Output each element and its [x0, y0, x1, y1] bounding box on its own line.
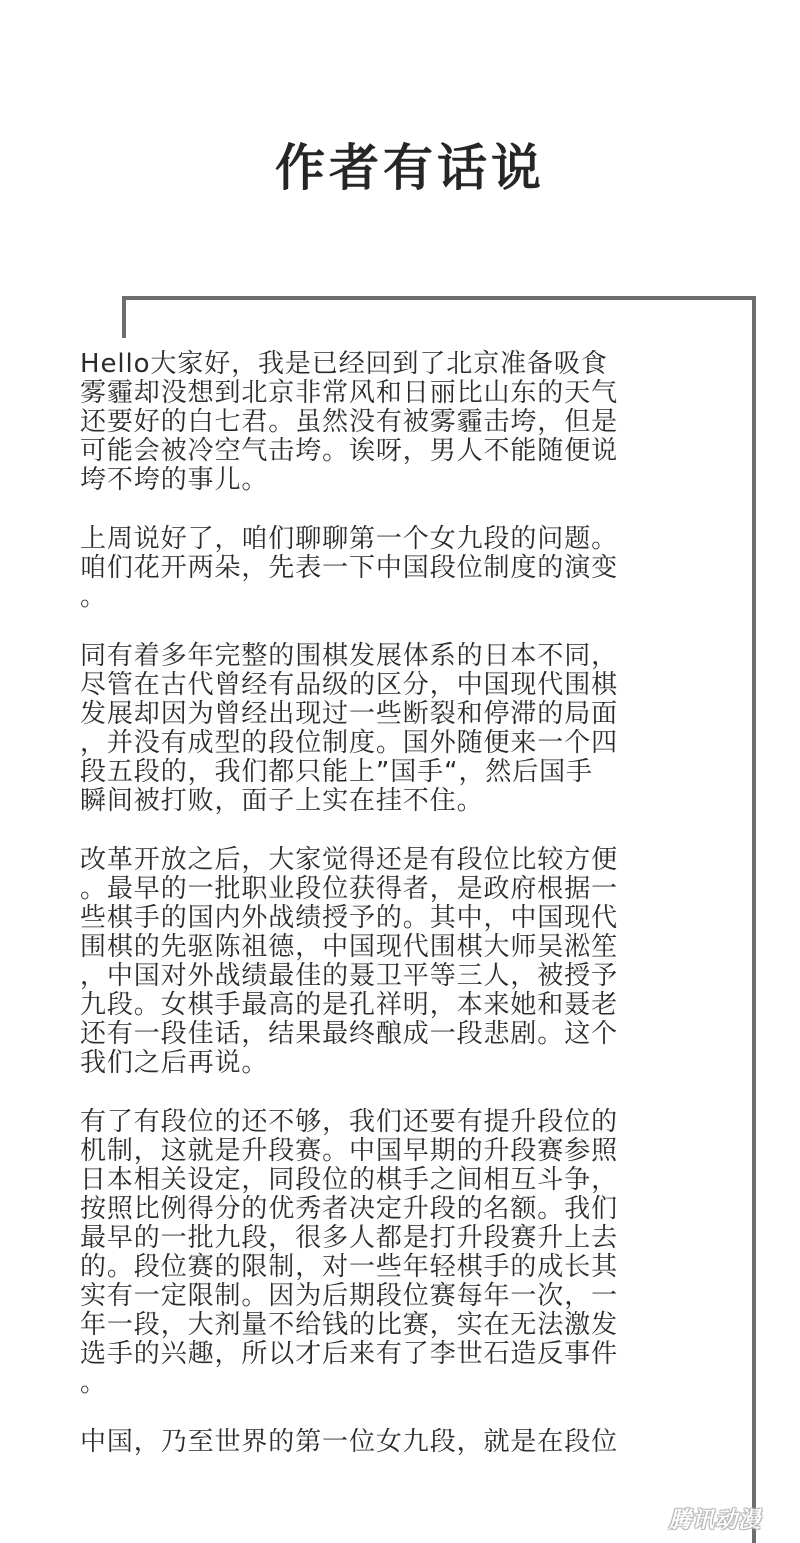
paragraph — [80, 1428, 732, 1457]
text-line: 段五段的，我们都只能上”国手“，然后国手 — [80, 757, 593, 787]
text-line: 。最早的一批职业段位获得者，是政府根据一 — [80, 874, 619, 904]
text-line: ，并没有成型的段位制度。国外随便来一个四 — [80, 728, 619, 758]
text-line: 按照比例得分的优秀者决定升段的名额。我们 — [80, 1194, 619, 1224]
frame-border-right — [752, 296, 756, 1543]
text-line: 我们之后再说。 — [80, 1048, 269, 1078]
text-line: 咱们花开两朵，先表一下中国段位制度的演变 — [80, 553, 619, 583]
paragraph — [80, 642, 732, 816]
text-line: 。 — [80, 582, 107, 612]
text-line: 。 — [80, 1368, 107, 1398]
author-note-body — [80, 350, 732, 1487]
watermark-logo: 腾讯动漫 — [668, 1507, 761, 1533]
text-line: 可能会被冷空气击垮。诶呀，男人不能随便说 — [80, 436, 619, 466]
text-line: 尽管在古代曾经有品级的区分，中国现代围棋 — [80, 670, 619, 700]
text-line: 有了有段位的还不够，我们还要有提升段位的 — [80, 1107, 619, 1137]
text-line: Hello大家好，我是已经回到了北京准备吸食 — [80, 349, 608, 379]
text-line: 垮不垮的事儿。 — [80, 465, 269, 495]
text-line: 些棋手的国内外战绩授予的。其中，中国现代 — [80, 903, 619, 933]
text-line: ，中国对外战绩最佳的聂卫平等三人，被授予 — [80, 961, 619, 991]
text-line: 改革开放之后，大家觉得还是有段位比较方便 — [80, 845, 619, 875]
text-line: 还有一段佳话，结果最终酿成一段悲剧。这个 — [80, 1019, 619, 1049]
text-line: 围棋的先驱陈祖德，中国现代围棋大师吴淞笙 — [80, 932, 619, 962]
paragraph — [80, 1108, 732, 1398]
text-line: 瞬间被打败，面子上实在挂不住。 — [80, 786, 484, 816]
paragraph — [80, 846, 732, 1078]
frame-border-left — [122, 296, 126, 338]
paragraph — [80, 525, 732, 612]
text-line: 实有一定限制。因为后期段位赛每年一次，一 — [80, 1281, 619, 1311]
text-line: 同有着多年完整的围棋发展体系的日本不同， — [80, 641, 619, 671]
text-line: 年一段，大剂量不给钱的比赛，实在无法激发 — [80, 1310, 619, 1340]
text-line: 九段。女棋手最高的是孔祥明，本来她和聂老 — [80, 990, 619, 1020]
page-title: 作者有话说 — [275, 138, 545, 197]
paragraph — [80, 350, 732, 495]
text-line: 日本相关设定，同段位的棋手之间相互斗争， — [80, 1165, 619, 1195]
text-line: 机制，这就是升段赛。中国早期的升段赛参照 — [80, 1136, 619, 1166]
text-line: 还要好的白七君。虽然没有被雾霾击垮，但是 — [80, 407, 619, 437]
text-line: 最早的一批九段，很多人都是打升段赛升上去 — [80, 1223, 619, 1253]
text-line: 中国，乃至世界的第一位女九段，就是在段位 — [80, 1427, 619, 1457]
text-line: 雾霾却没想到北京非常风和日丽比山东的天气 — [80, 378, 619, 408]
frame-border-top — [122, 296, 756, 300]
text-line: 的。段位赛的限制，对一些年轻棋手的成长其 — [80, 1252, 619, 1282]
text-line: 上周说好了，咱们聊聊第一个女九段的问题。 — [80, 524, 619, 554]
text-line: 发展却因为曾经出现过一些断裂和停滞的局面 — [80, 699, 619, 729]
text-line: 选手的兴趣，所以才后来有了李世石造反事件 — [80, 1339, 619, 1369]
